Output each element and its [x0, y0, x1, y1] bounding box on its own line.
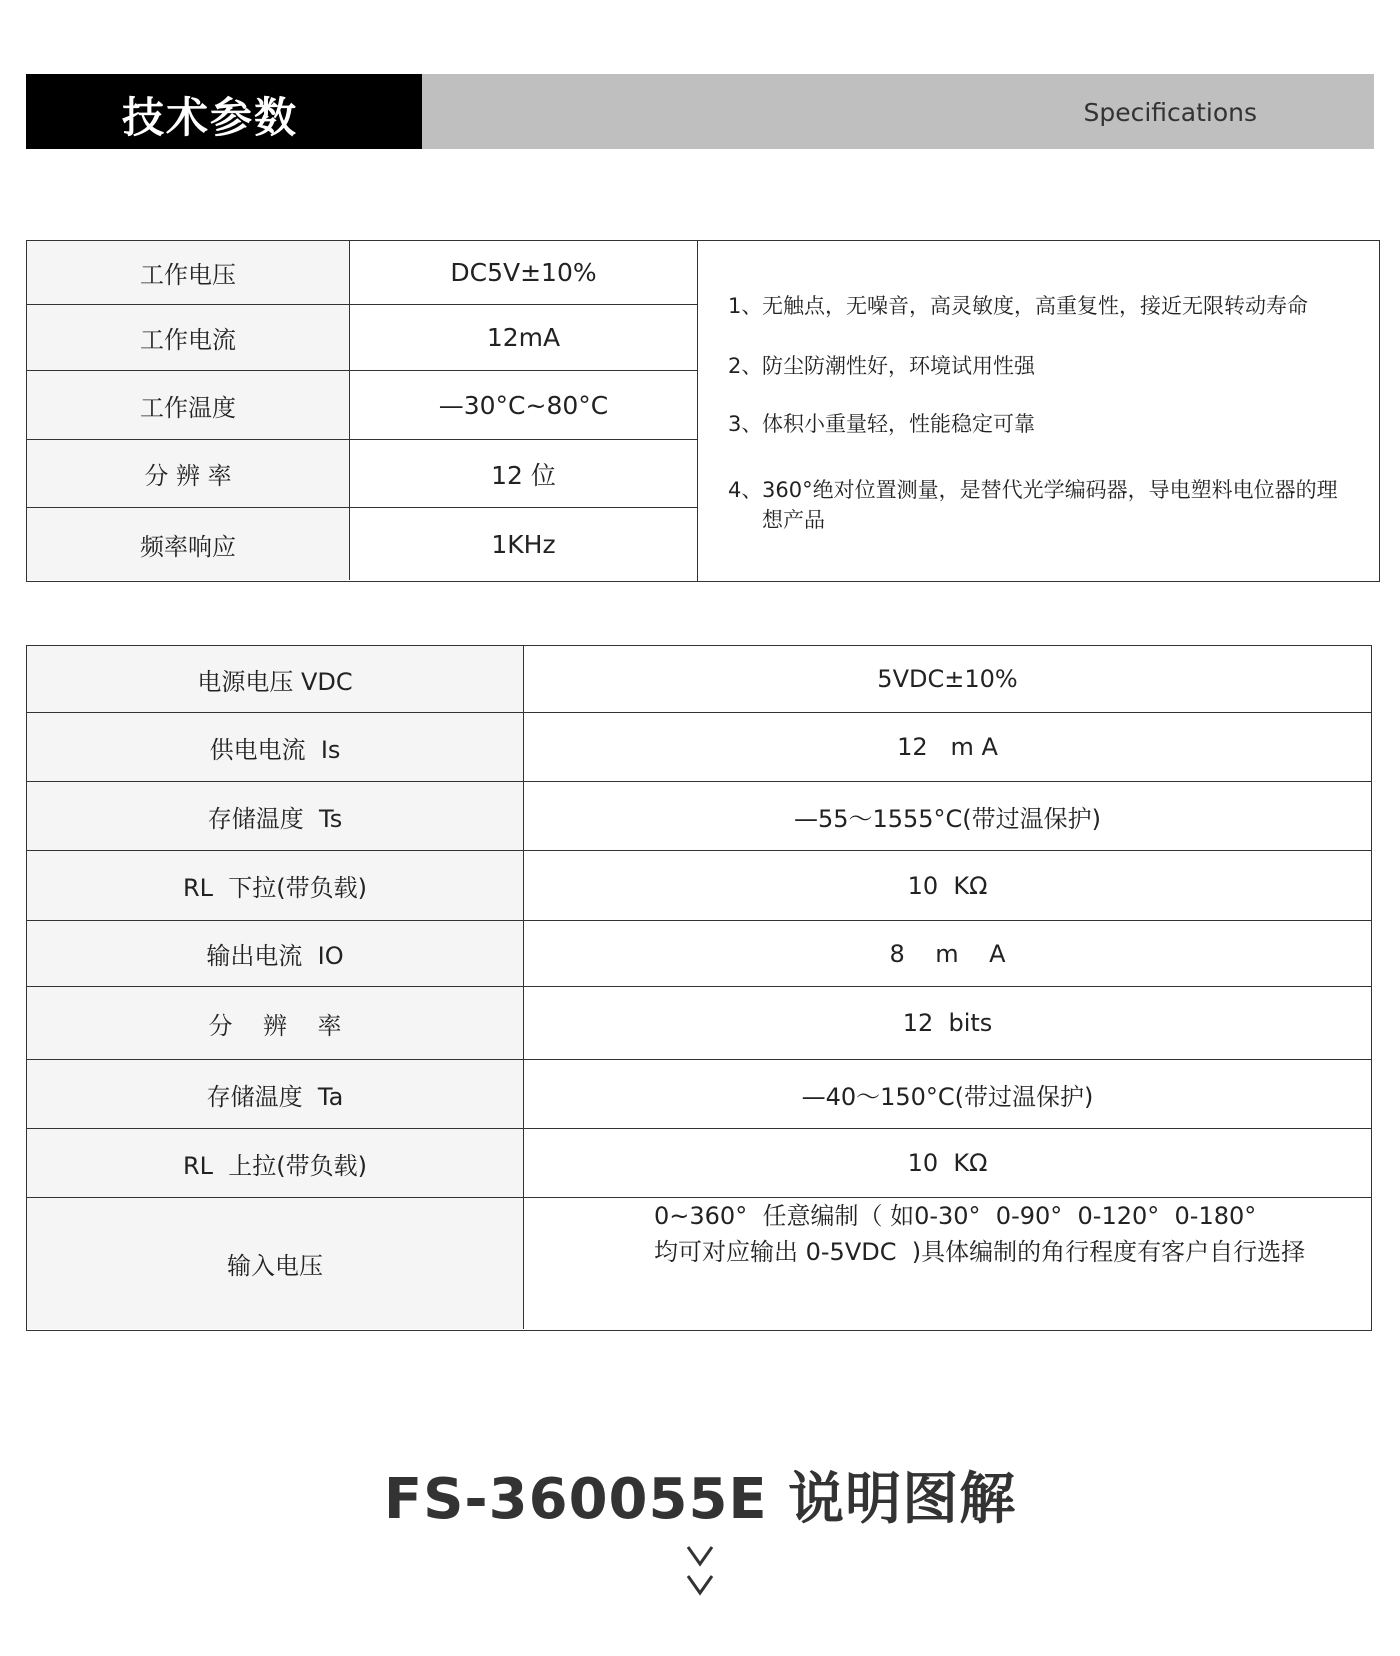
param-label: RL 下拉(带负载) — [27, 851, 524, 920]
param-label: 存储温度 Ta — [27, 1060, 524, 1128]
param-value: 5VDC±10% — [877, 665, 1018, 693]
table-row — [27, 241, 697, 305]
param-value — [524, 1198, 1371, 1329]
param-value: 12 m A — [897, 733, 998, 761]
feature-text: 无触点，无噪音，高灵敏度，高重复性，接近无限转动寿命 — [762, 294, 1308, 318]
feature-number: 2、 — [728, 354, 763, 378]
feature-text-continued: 想产品 — [762, 508, 825, 532]
table-row — [27, 371, 697, 440]
param-value: 8 m A — [889, 939, 1006, 968]
list-item — [728, 475, 1348, 535]
header-banner — [26, 74, 1374, 149]
header-title: 技术参数 — [122, 93, 299, 142]
param-value: 12mA — [486, 323, 561, 352]
param-label: RL 上拉(带负载) — [27, 1129, 524, 1197]
feature-text: 体积小重量轻，性能稳定可靠 — [762, 412, 1035, 436]
param-value: 1KHz — [491, 529, 556, 559]
header-title-block — [26, 74, 422, 149]
list-item — [728, 409, 1348, 439]
param-label: 工作电流 — [27, 305, 350, 370]
param-label: 供电电流 Is — [27, 713, 524, 781]
param-label: 分 辨 率 — [27, 440, 350, 507]
spec-table-basic-params — [27, 241, 697, 581]
table-row — [27, 921, 1371, 987]
chevron-down-icon — [685, 1545, 715, 1567]
param-value-line: 0~360° 任意编制（ 如0-30° 0-90° 0-120° 0-180° — [654, 1202, 1257, 1230]
param-label: 工作电压 — [27, 241, 350, 304]
param-value: —55～1555°C(带过温保护) — [793, 804, 1102, 833]
table-row — [27, 440, 697, 508]
table-row — [27, 851, 1371, 921]
section-title: FS-360055E 说明图解 — [383, 1467, 1017, 1532]
param-value: 10 KΩ — [907, 1149, 988, 1177]
param-label: 电源电压 VDC — [27, 646, 524, 712]
table-row — [27, 987, 1371, 1060]
param-value: —30°C~80°C — [438, 390, 609, 420]
chevron-down-icon — [685, 1574, 715, 1596]
param-value-line: 均可对应输出 0-5VDC )具体编制的角行程度有客户自行选择 — [654, 1238, 1306, 1266]
feature-list — [697, 241, 1379, 581]
table-row — [27, 305, 697, 371]
list-item — [728, 351, 1348, 381]
param-label: 分 辨 率 — [27, 987, 524, 1059]
spec-table-basic — [26, 240, 1380, 582]
param-value: 12 位 — [491, 460, 556, 490]
table-row — [27, 1129, 1371, 1198]
table-row — [27, 646, 1371, 713]
table-row — [27, 508, 697, 580]
param-label: 输出电流 IO — [27, 921, 524, 986]
list-item — [728, 291, 1348, 321]
feature-number: 4、 — [728, 478, 763, 502]
param-label: 工作温度 — [27, 371, 350, 439]
feature-number: 1、 — [728, 294, 763, 318]
param-label: 频率响应 — [27, 508, 350, 580]
table-row — [27, 782, 1371, 851]
param-label: 存储温度 Ts — [27, 782, 524, 850]
feature-number: 3、 — [728, 412, 763, 436]
param-value: DC5V±10% — [450, 258, 597, 287]
header-subtitle: Specifications — [1083, 98, 1257, 127]
param-value: 12 bits — [902, 1009, 993, 1037]
feature-text: 防尘防潮性好，环境试用性强 — [762, 354, 1035, 378]
param-value: —40～150°C(带过温保护) — [801, 1082, 1094, 1111]
table-row — [27, 1060, 1371, 1129]
table-row — [27, 713, 1371, 782]
param-value: 10 KΩ — [907, 871, 988, 900]
spec-table-detailed — [26, 645, 1372, 1331]
feature-text: 360°绝对位置测量，是替代光学编码器，导电塑料电位器的理 — [762, 478, 1338, 502]
table-row — [27, 1198, 1371, 1329]
param-label: 输入电压 — [27, 1198, 524, 1329]
